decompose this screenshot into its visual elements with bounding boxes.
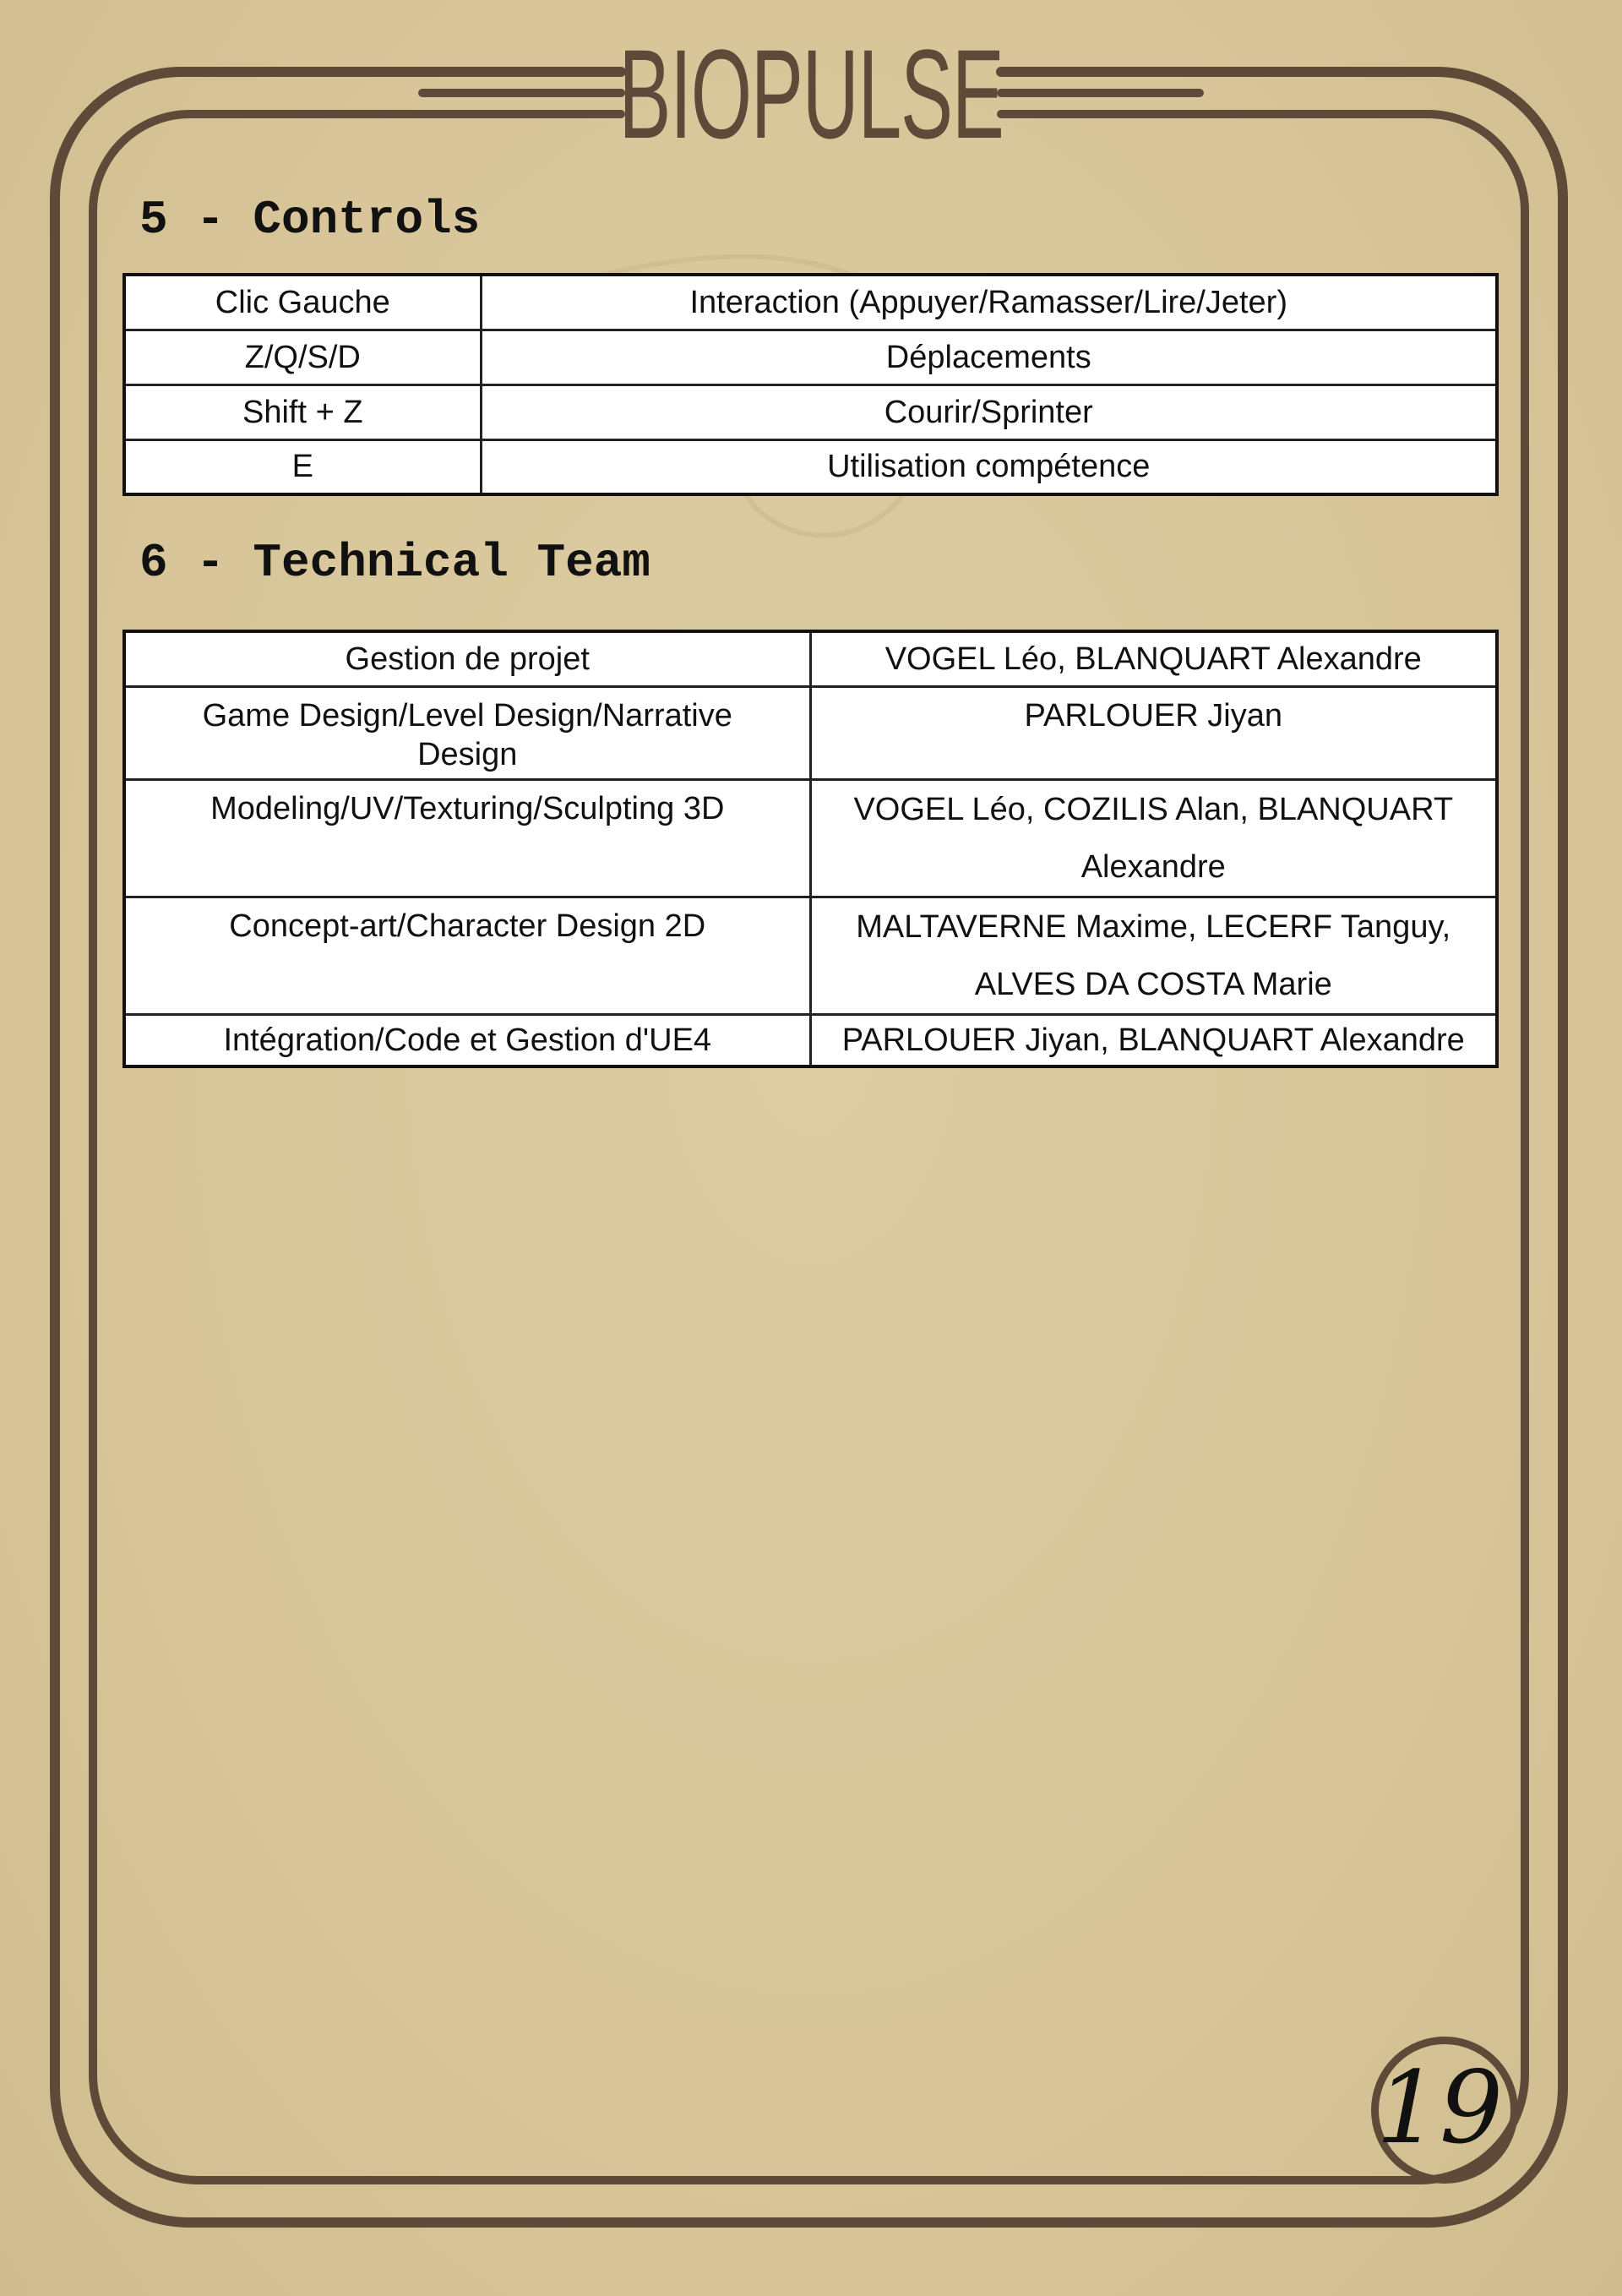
controls-section-title: 5 - Controls <box>139 193 481 247</box>
control-action: Utilisation compétence <box>481 439 1497 494</box>
team-role: Game Design/Level Design/Narrative Design <box>124 686 810 779</box>
table-row <box>124 686 1497 779</box>
team-table <box>122 630 1499 1068</box>
table-row <box>124 631 1497 686</box>
team-role: Gestion de projet <box>124 631 810 686</box>
control-key: Clic Gauche <box>124 275 481 330</box>
team-role: Concept-art/Character Design 2D <box>124 897 810 1014</box>
team-section-title: 6 - Technical Team <box>139 536 650 590</box>
table-row <box>124 384 1497 439</box>
brand-logo: BIOPULSE <box>618 23 1004 165</box>
team-members: PARLOUER Jiyan <box>810 686 1497 779</box>
control-action: Déplacements <box>481 330 1497 384</box>
table-row <box>124 1014 1497 1066</box>
team-members: MALTAVERNE Maxime, LECERF Tanguy, ALVES DA COSTA Marie <box>810 897 1497 1014</box>
control-action: Courir/Sprinter <box>481 384 1497 439</box>
table-row <box>124 439 1497 494</box>
control-key: E <box>124 439 481 494</box>
table-row <box>124 330 1497 384</box>
control-key: Z/Q/S/D <box>124 330 481 384</box>
team-members: VOGEL Léo, BLANQUART Alexandre <box>810 631 1497 686</box>
page-number-badge <box>1371 2037 1518 2184</box>
team-members: VOGEL Léo, COZILIS Alan, BLANQUART Alexandre <box>810 779 1497 897</box>
page-number: 19 <box>1375 2049 1504 2166</box>
team-members: PARLOUER Jiyan, BLANQUART Alexandre <box>810 1014 1497 1066</box>
team-role: Intégration/Code et Gestion d'UE4 <box>124 1014 810 1066</box>
controls-table <box>122 273 1499 496</box>
table-row <box>124 897 1497 1014</box>
table-row <box>124 779 1497 897</box>
control-action: Interaction (Appuyer/Ramasser/Lire/Jeter) <box>481 275 1497 330</box>
team-role: Modeling/UV/Texturing/Sculpting 3D <box>124 779 810 897</box>
control-key: Shift + Z <box>124 384 481 439</box>
table-row <box>124 275 1497 330</box>
